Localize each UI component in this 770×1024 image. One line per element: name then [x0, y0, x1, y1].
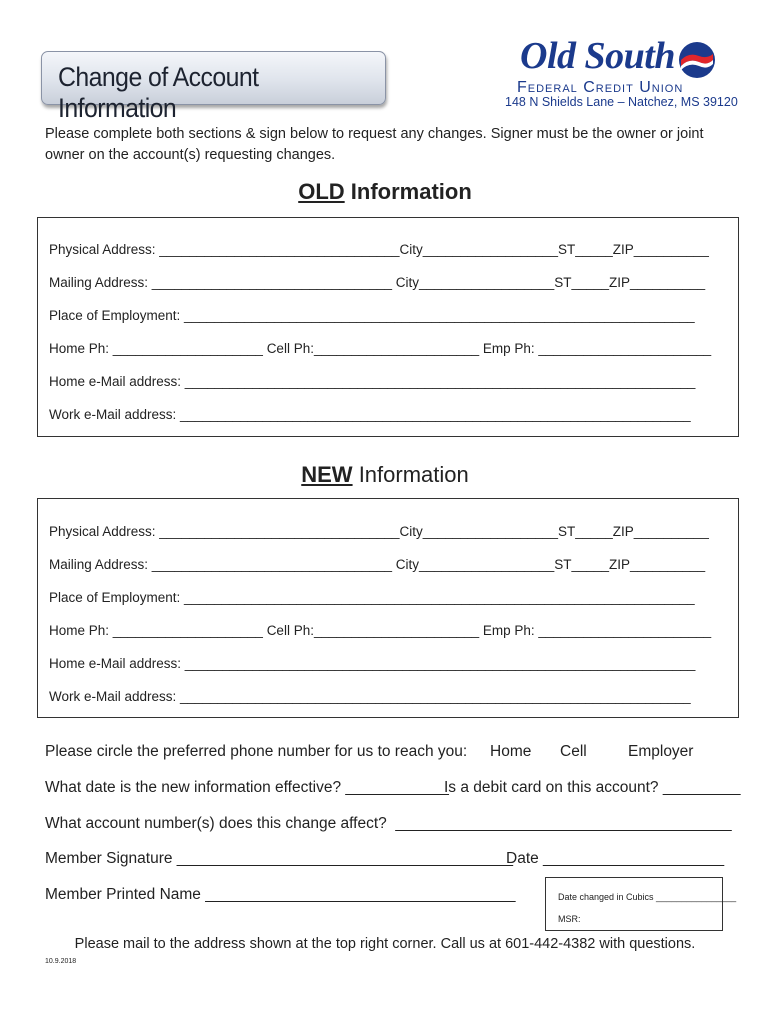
- signature-date-field[interactable]: Date _____________________: [506, 850, 725, 867]
- old-phone-fields[interactable]: Home Ph: ____________________ Cell Ph:______________________ Emp Ph: _______________________: [49, 341, 712, 356]
- org-logo-icon: [677, 40, 717, 80]
- msr-field[interactable]: MSR:: [558, 914, 581, 924]
- new-phone-fields[interactable]: Home Ph: ____________________ Cell Ph:______________________ Emp Ph: _______________________: [49, 623, 712, 638]
- new-title-rest: Information: [352, 462, 469, 487]
- old-work-email-field[interactable]: Work e-Mail address: ____________________________________________________________________: [49, 407, 691, 422]
- phone-preference-question: Please circle the preferred phone number for us to reach you:: [45, 743, 468, 760]
- effective-date-field[interactable]: What date is the new information effective? ____________: [45, 779, 449, 796]
- new-home-email-field[interactable]: Home e-Mail address: ____________________________________________________________________: [49, 656, 696, 671]
- old-info-box: [37, 217, 739, 437]
- form-version: 10.9.2018: [45, 958, 77, 965]
- debit-card-field[interactable]: Is a debit card on this account? _________: [444, 779, 741, 796]
- org-logo-subtitle: Federal Credit Union: [517, 79, 684, 96]
- form-title: Change of Account Information: [58, 62, 259, 123]
- new-work-email-field[interactable]: Work e-Mail address: ____________________________________________________________________: [49, 689, 691, 704]
- phone-option-home[interactable]: Home: [490, 743, 532, 760]
- phone-option-employer[interactable]: Employer: [628, 743, 694, 760]
- footer-instructions: Please mail to the address shown at the top right corner. Call us at 601-442-4382 with questions.: [74, 936, 696, 952]
- new-info-box: [37, 498, 739, 718]
- member-printed-name-field[interactable]: Member Printed Name ____________________________________: [45, 886, 516, 903]
- org-address: 148 N Shields Lane – Natchez, MS 39120: [505, 95, 738, 109]
- old-physical-address-field[interactable]: Physical Address: ________________________________City__________________ST_____ZIP__________: [49, 242, 709, 257]
- new-employment-field[interactable]: Place of Employment: ____________________________________________________________________: [49, 590, 695, 605]
- office-use-box: [545, 877, 737, 931]
- old-title-emphasis: OLD: [298, 179, 345, 204]
- new-mailing-address-field[interactable]: Mailing Address: ________________________________ City__________________ST_____ZIP__________: [49, 557, 706, 572]
- form-title-banner: [41, 51, 386, 123]
- old-employment-field[interactable]: Place of Employment: ____________________________________________________________________: [49, 308, 695, 323]
- old-home-email-field[interactable]: Home e-Mail address: ____________________________________________________________________: [49, 374, 696, 389]
- new-title-emphasis: NEW: [301, 462, 353, 487]
- new-section-title: [0, 462, 770, 488]
- old-mailing-address-field[interactable]: Mailing Address: ________________________________ City__________________ST_____ZIP__________: [49, 275, 706, 290]
- org-logo-name: Old South: [520, 35, 675, 77]
- member-signature-field[interactable]: Member Signature _______________________________________: [45, 850, 514, 867]
- instructions: Please complete both sections & sign below to request any changes. Signer must be the owner or joint owner on the account(s) requesting changes.: [45, 126, 704, 163]
- phone-option-cell[interactable]: Cell: [560, 743, 587, 760]
- new-physical-address-field[interactable]: Physical Address: ________________________________City__________________ST_____ZIP__________: [49, 524, 709, 539]
- old-section-title: [0, 179, 770, 205]
- account-numbers-field[interactable]: What account number(s) does this change affect? _______________________________________: [45, 815, 732, 832]
- old-title-rest: Information: [344, 179, 472, 204]
- date-changed-field[interactable]: Date changed in Cubics ________________: [558, 892, 737, 902]
